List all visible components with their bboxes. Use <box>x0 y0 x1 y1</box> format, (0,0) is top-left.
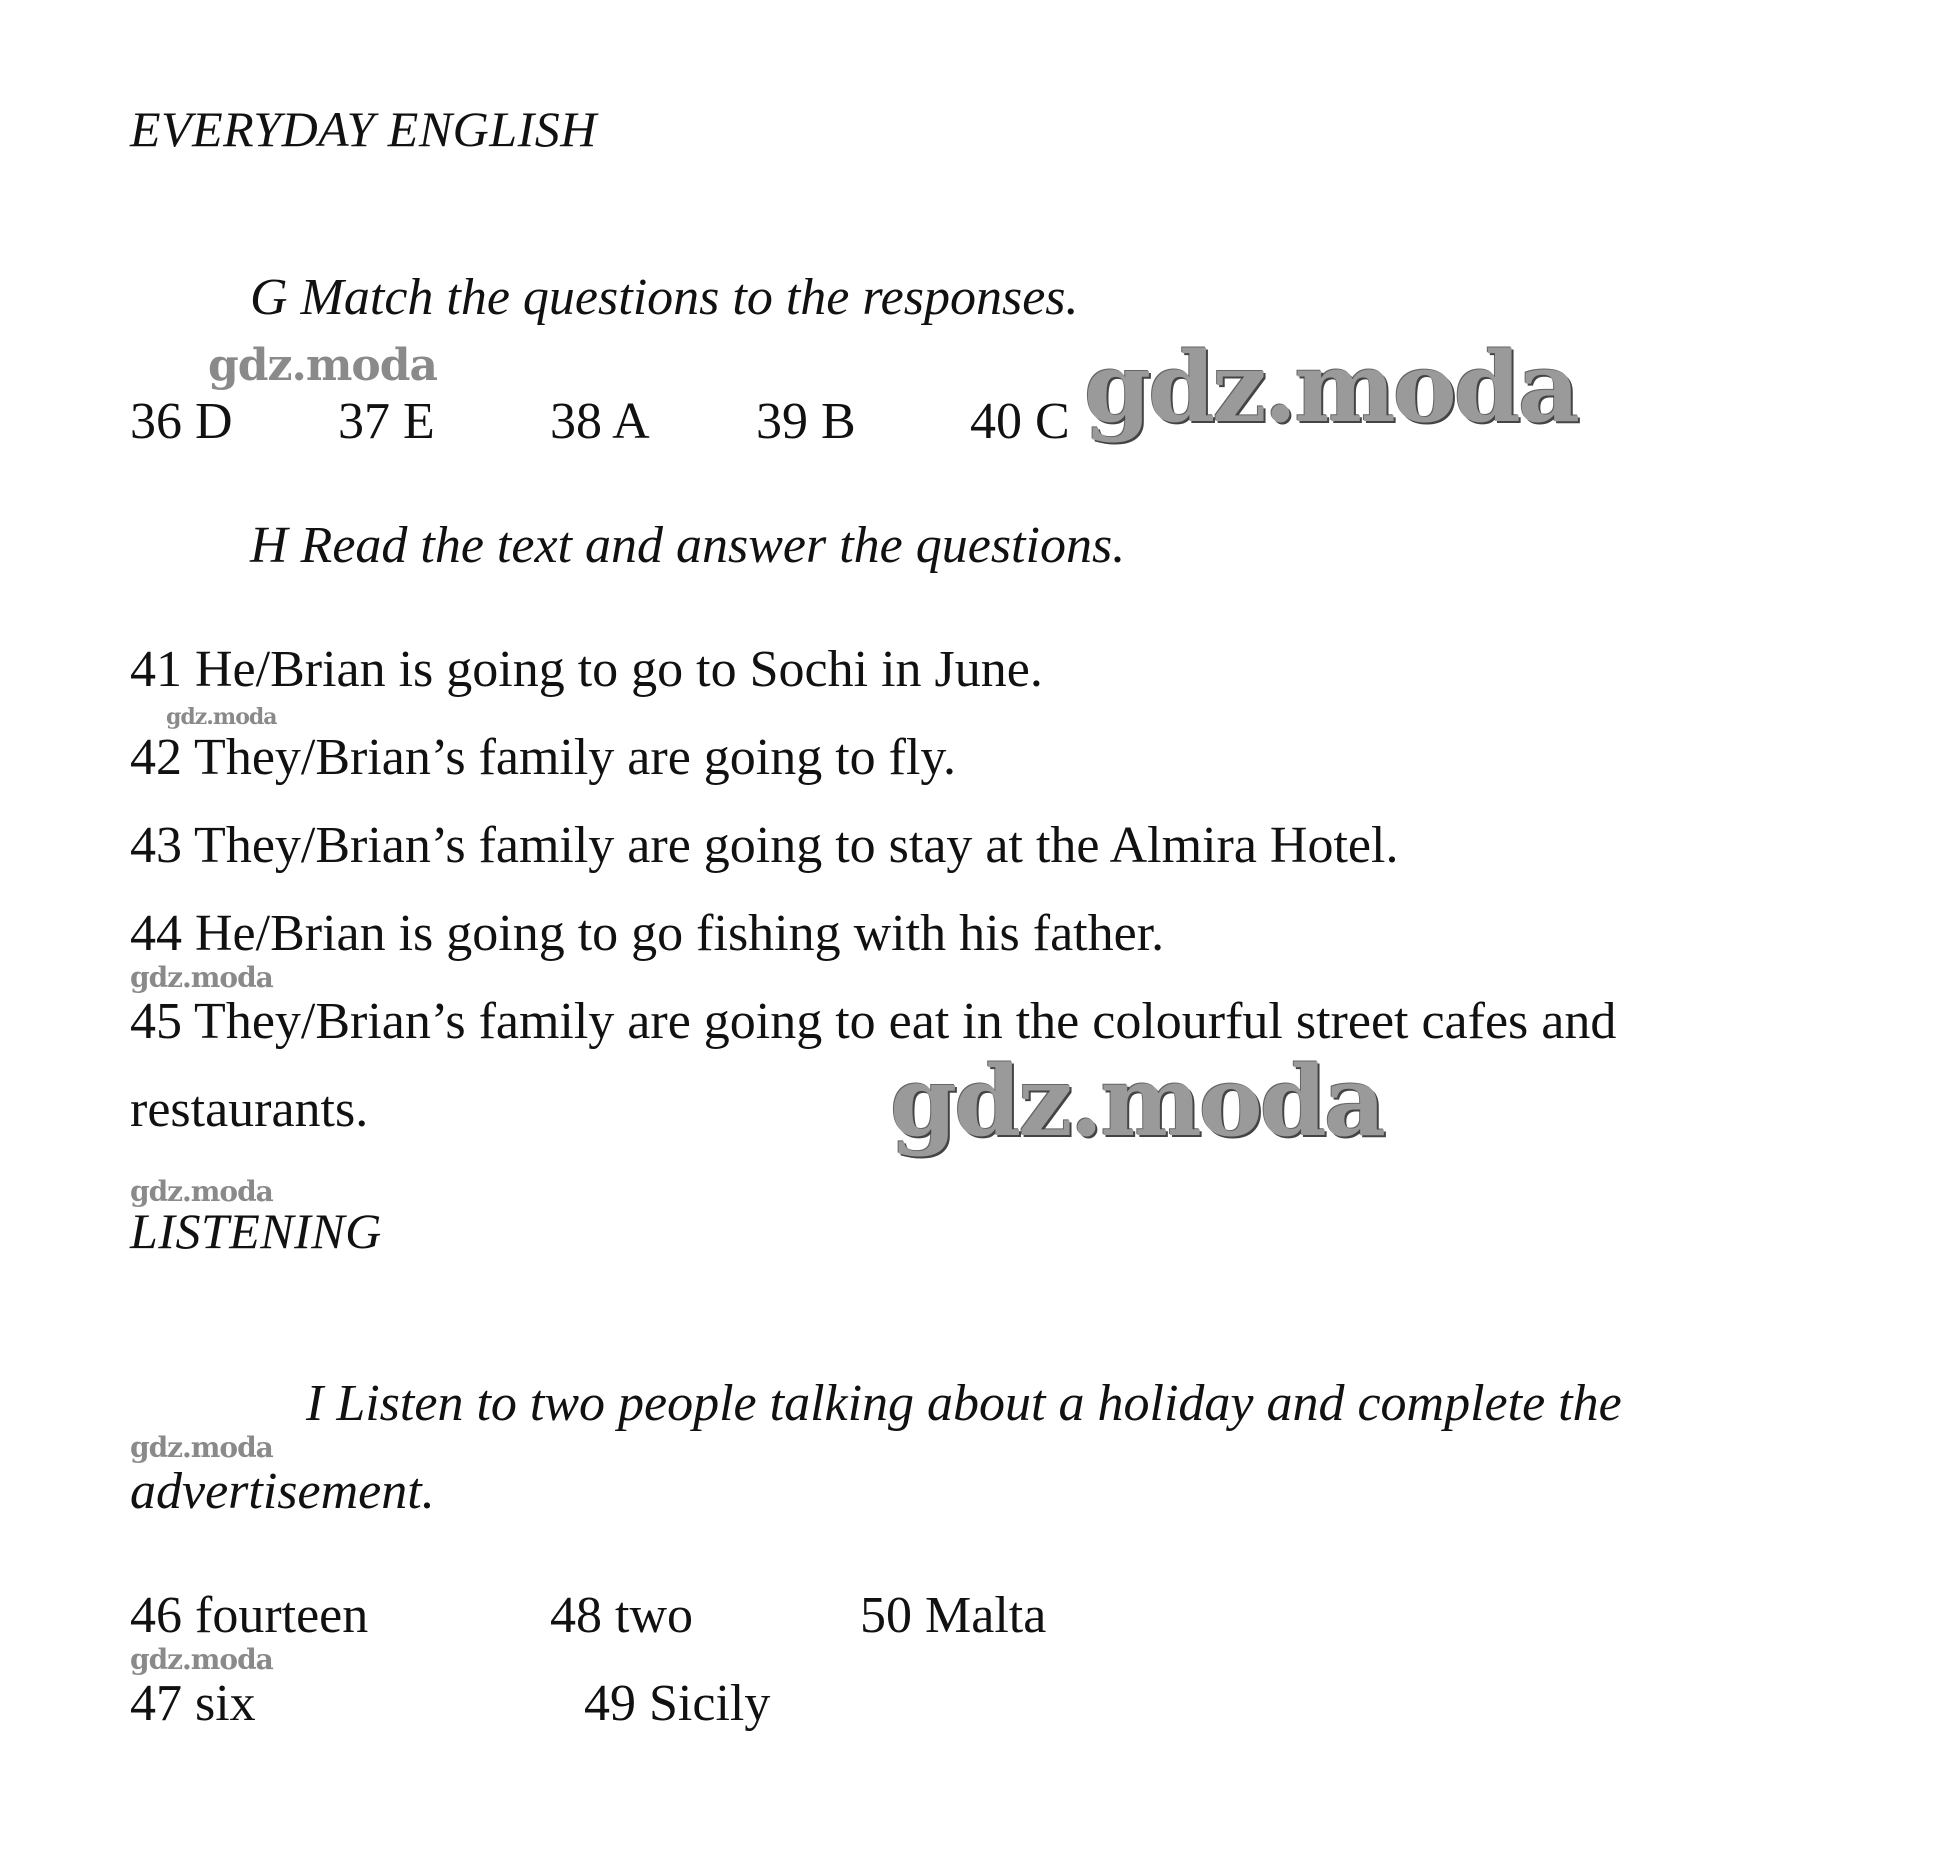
watermark-logo: gdz.moda <box>166 704 277 730</box>
instruction-i-line1: I Listen to two people talking about a holiday and complete the <box>306 1375 1622 1432</box>
answer-43: 43 They/Brian’s family are going to stay at the Almira Hotel. <box>130 817 1399 874</box>
watermark-logo: gdz.moda <box>1084 331 1578 444</box>
watermark-logo: gdz.moda <box>130 961 273 994</box>
section-heading-listening: LISTENING <box>130 1203 382 1259</box>
watermark-logo: gdz.moda <box>130 1175 273 1208</box>
answer-46: 46 fourteen <box>130 1587 369 1644</box>
answer-40: 40 C <box>970 393 1070 450</box>
answer-42: 42 They/Brian’s family are going to fly. <box>130 729 957 786</box>
section-heading-everyday-english: EVERYDAY ENGLISH <box>130 101 597 157</box>
answer-38: 38 A <box>550 393 650 450</box>
answer-39: 39 B <box>756 393 856 450</box>
answer-37: 37 E <box>338 393 435 450</box>
answer-49: 49 Sicily <box>584 1675 771 1732</box>
answer-45-line1: 45 They/Brian’s family are going to eat in the colourful street cafes and <box>130 993 1617 1050</box>
watermark-logo: gdz.moda <box>208 340 438 391</box>
answer-48: 48 two <box>550 1587 693 1644</box>
answer-45-line2: restaurants. <box>130 1081 369 1138</box>
answer-47: 47 six <box>130 1675 256 1732</box>
answer-36: 36 D <box>130 393 233 450</box>
answer-41: 41 He/Brian is going to go to Sochi in June. <box>130 641 1043 698</box>
watermark-logo: gdz.moda <box>130 1643 273 1676</box>
instruction-h: H Read the text and answer the questions. <box>250 517 1126 574</box>
watermark-logo: gdz.moda <box>890 1045 1384 1158</box>
instruction-g: G Match the questions to the responses. <box>250 269 1079 326</box>
answer-50: 50 Malta <box>860 1587 1047 1644</box>
instruction-i-line2: advertisement. <box>130 1463 435 1520</box>
watermark-logo: gdz.moda <box>130 1431 273 1464</box>
answer-44: 44 He/Brian is going to go fishing with his father. <box>130 905 1165 962</box>
